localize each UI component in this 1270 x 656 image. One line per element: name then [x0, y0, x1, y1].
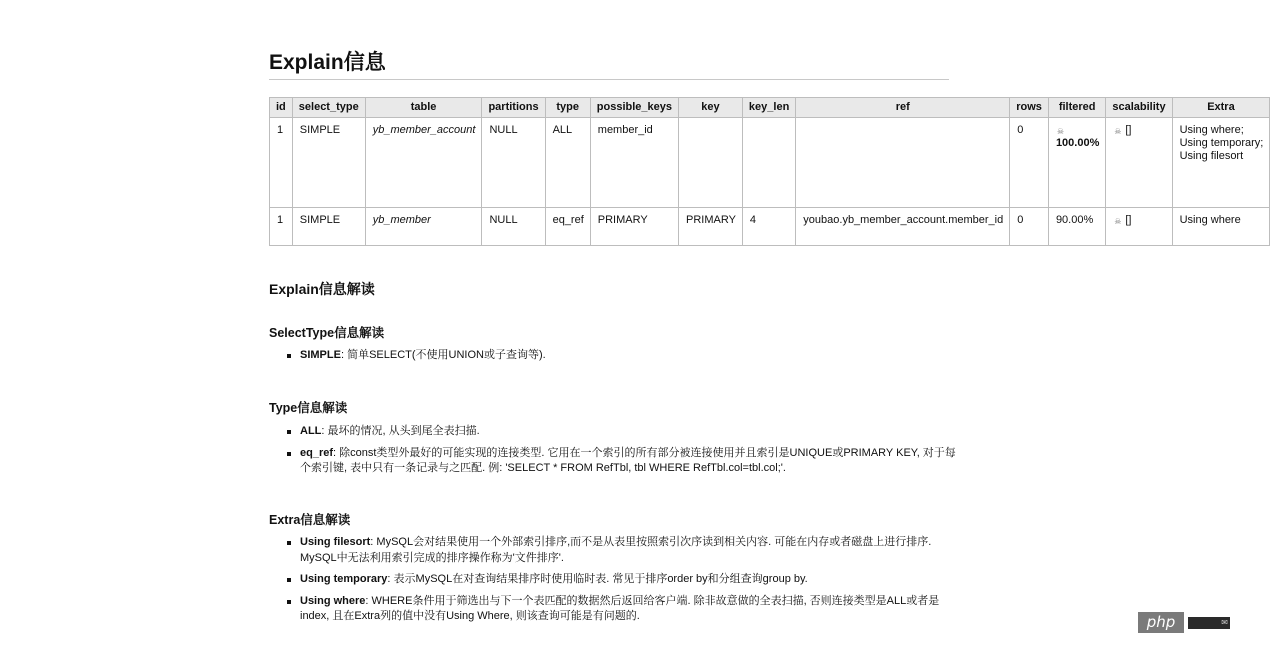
- cell-key-len: [742, 118, 795, 208]
- scalability-value: []: [1125, 124, 1132, 136]
- cell-table: yb_member_account: [365, 118, 482, 208]
- cell-key: [679, 118, 743, 208]
- table-row: [270, 118, 1270, 208]
- cell-select-type: SIMPLE: [292, 118, 365, 208]
- broken-image-icon: ☠: [1056, 127, 1065, 136]
- list-item: [300, 446, 960, 477]
- description: : 表示MySQL在对查询结果排序时使用临时表. 常见于排序order by和分组查询group by.: [387, 573, 808, 585]
- cell-extra: [1172, 208, 1270, 246]
- filtered-value: 100.00%: [1055, 137, 1100, 149]
- extra-line: Using where;: [1179, 124, 1244, 136]
- cell-scalability: [1106, 208, 1172, 246]
- type-list: [269, 424, 960, 483]
- col-header-id: id: [270, 98, 293, 118]
- cell-id: 1: [270, 208, 293, 246]
- broken-image-icon: ☠: [1114, 217, 1122, 226]
- list-item: [300, 572, 960, 588]
- col-header-key-len: key_len: [742, 98, 795, 118]
- cell-type: ALL: [545, 118, 590, 208]
- cell-id: 1: [270, 118, 293, 208]
- cell-type: eq_ref: [545, 208, 590, 246]
- term: Using where: [300, 594, 366, 607]
- interpretation-title: Explain信息解读: [269, 281, 375, 297]
- cell-rows: 0: [1010, 208, 1049, 246]
- cell-possible-keys: PRIMARY: [590, 208, 678, 246]
- page-title: Explain信息: [269, 51, 386, 74]
- type-section-title: Type信息解读: [269, 401, 348, 415]
- description: : 最坏的情况, 从头到尾全表扫描.: [321, 425, 480, 437]
- col-header-type: type: [545, 98, 590, 118]
- cell-filtered: 90.00%: [1048, 208, 1105, 246]
- cell-key: PRIMARY: [679, 208, 743, 246]
- selecttype-section-title: SelectType信息解读: [269, 326, 385, 340]
- description: : MySQL会对结果使用一个外部索引排序,而不是从表里按照索引次序读到相关内容. 可能在内存或者磁盘上进行排序. MySQL中无法利用索引完成的排序操作称为'文件排序'.: [300, 536, 932, 564]
- extra-line: Using temporary;: [1179, 137, 1264, 149]
- col-header-extra: Extra: [1172, 98, 1270, 118]
- cell-ref: youbao.yb_member_account.member_id: [796, 208, 1010, 246]
- extra-line: Using where: [1179, 214, 1241, 226]
- col-header-select-type: select_type: [292, 98, 365, 118]
- php-watermark-logo: php: [1138, 612, 1184, 633]
- extra-list: [269, 535, 960, 631]
- scalability-value: []: [1125, 214, 1132, 226]
- extra-section-title: Extra信息解读: [269, 513, 351, 527]
- list-item: [300, 424, 960, 440]
- broken-image-icon: ☠: [1114, 127, 1122, 136]
- list-item: [300, 348, 960, 364]
- list-item: [300, 535, 960, 566]
- table-header-row: [270, 98, 1270, 118]
- cell-ref: [796, 118, 1010, 208]
- col-header-ref: ref: [796, 98, 1010, 118]
- cell-partitions: NULL: [482, 208, 545, 246]
- cell-key-len: 4: [742, 208, 795, 246]
- col-header-scalability: scalability: [1106, 98, 1172, 118]
- cell-scalability: [1106, 118, 1172, 208]
- term: Using temporary: [300, 573, 388, 585]
- term: Using filesort: [300, 536, 371, 548]
- description: : 除const类型外最好的可能实现的连接类型. 它用在一个索引的所有部分被连接使用并且索引是UNIQUE或PRIMARY KEY, 对于每个索引键, 表中只有一条记录与之匹配. 例: 'SELECT * FROM RefTbl, tbl WHERE RefTbl.col=tbl.col;'.: [300, 446, 956, 474]
- table-row: [270, 208, 1270, 246]
- col-header-filtered: filtered: [1048, 98, 1105, 118]
- cell-extra: [1172, 118, 1270, 208]
- col-header-rows: rows: [1010, 98, 1049, 118]
- cell-possible-keys: member_id: [590, 118, 678, 208]
- watermark-bar: ✉: [1188, 617, 1230, 629]
- cell-select-type: SIMPLE: [292, 208, 365, 246]
- list-item: [300, 594, 960, 625]
- col-header-table: table: [365, 98, 482, 118]
- cell-partitions: NULL: [482, 118, 545, 208]
- col-header-key: key: [679, 98, 743, 118]
- term: eq_ref: [300, 446, 334, 459]
- term: ALL: [300, 425, 322, 437]
- explain-table: [269, 97, 1270, 246]
- term: SIMPLE: [300, 349, 341, 361]
- col-header-partitions: partitions: [482, 98, 545, 118]
- col-header-possible-keys: possible_keys: [590, 98, 678, 118]
- cell-filtered: [1048, 118, 1105, 208]
- title-divider: [269, 79, 949, 80]
- selecttype-list: [269, 348, 960, 370]
- description: : 简单SELECT(不使用UNION或子查询等).: [340, 349, 546, 361]
- cell-table: yb_member: [365, 208, 482, 246]
- extra-line: Using filesort: [1179, 150, 1244, 162]
- description: : WHERE条件用于筛选出与下一个表匹配的数据然后返回给客户端. 除非故意做的全表扫描, 否则连接类型是ALL或者是index, 且在Extra列的值中没有Using Where, 则该查询可能是有问题的.: [300, 594, 940, 622]
- cell-rows: 0: [1010, 118, 1049, 208]
